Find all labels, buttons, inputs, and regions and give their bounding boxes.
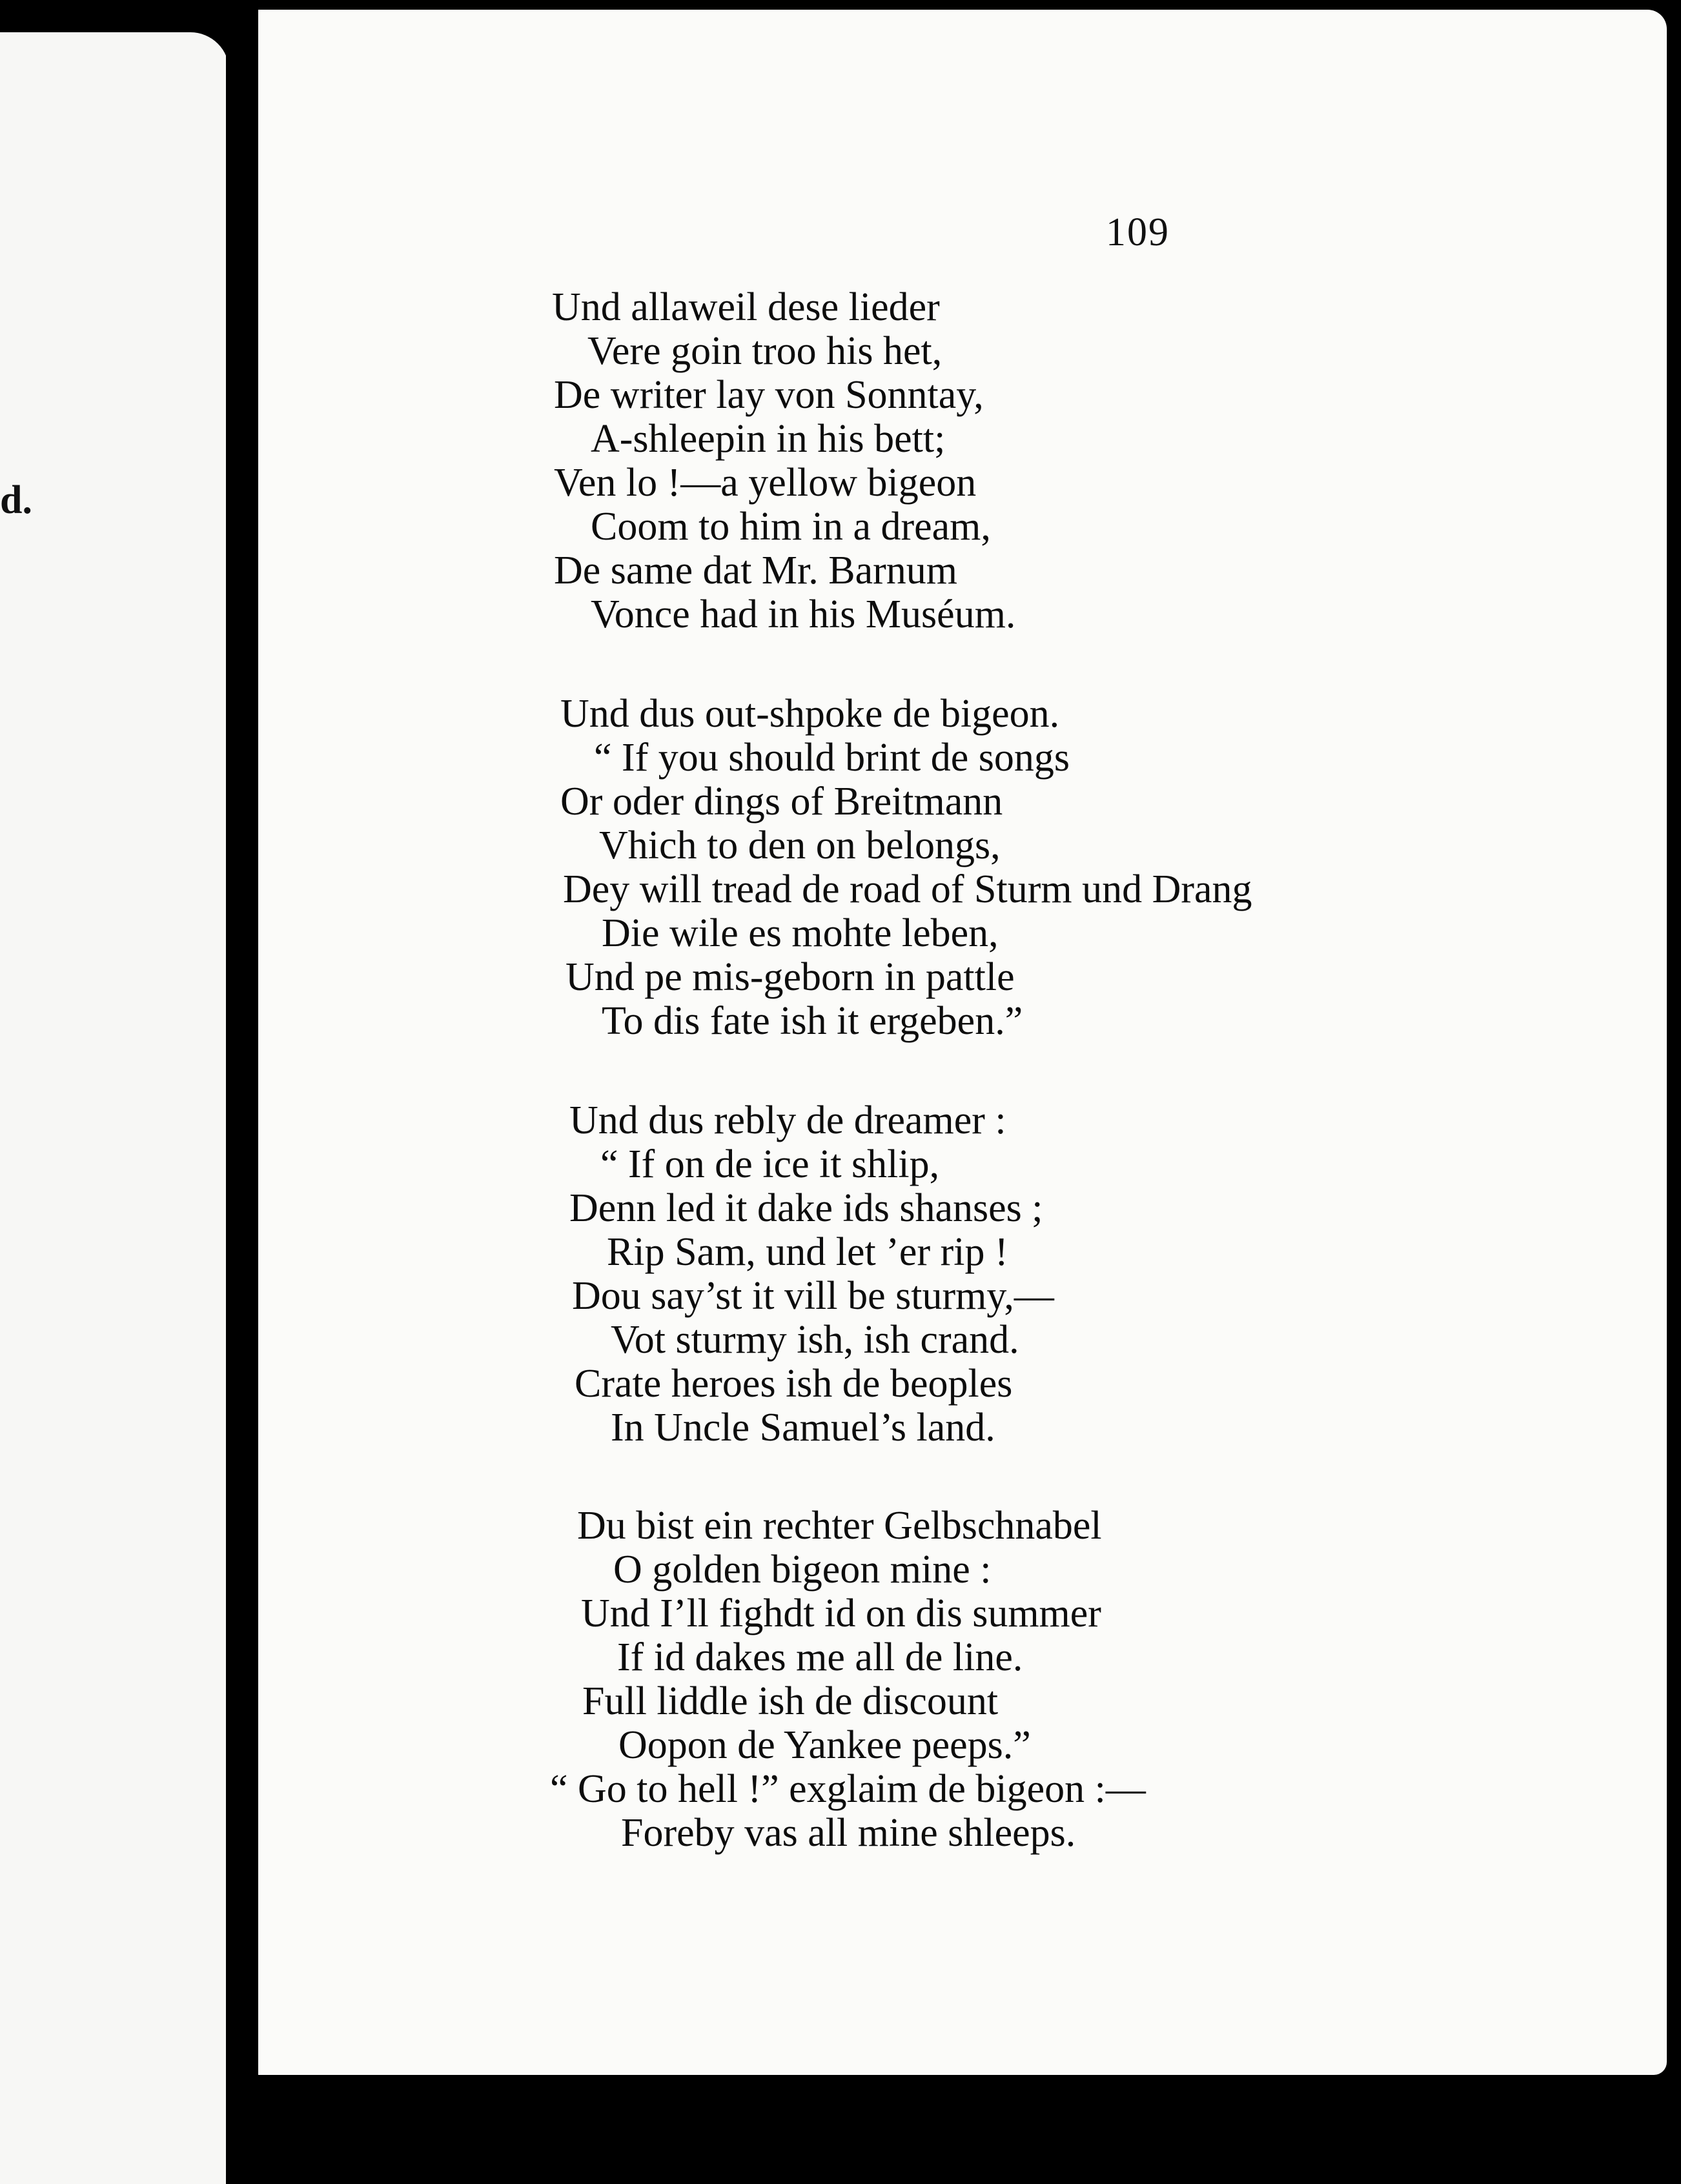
verse-line: Ven lo !—a yellow bigeon xyxy=(554,461,977,505)
verse-line: Dey will tread de road of Sturm und Drang xyxy=(563,867,1252,911)
verse-line: Full liddle ish de discount xyxy=(582,1679,999,1723)
verse-line: De writer lay von Sonntay, xyxy=(554,373,984,417)
verse-line: Foreby vas all mine shleeps. xyxy=(621,1811,1076,1855)
verse-line: “ Go to hell !” exglaim de bigeon :— xyxy=(550,1767,1146,1811)
left-page-text-fragment: d. xyxy=(0,478,32,522)
verse-line: Die wile es mohte leben, xyxy=(602,911,999,955)
verse-line: A-shleepin in his bett; xyxy=(591,417,946,461)
verse-line: Vonce had in his Muséum. xyxy=(591,592,1016,636)
verse-line: Rip Sam, und let ’er rip ! xyxy=(607,1230,1008,1274)
verse-line: Und I’ll fighdt id on dis summer xyxy=(581,1592,1101,1635)
verse-line: Or oder dings of Breitmann xyxy=(560,780,1003,824)
verse-line: Denn led it dake ids shanses ; xyxy=(569,1186,1043,1230)
verse-line: Oopon de Yankee peeps.” xyxy=(618,1723,1031,1767)
verse-line: De same dat Mr. Barnum xyxy=(554,549,958,592)
verse-line: Und dus rebly de dreamer : xyxy=(569,1098,1006,1142)
verse-line: Vere goin troo his het, xyxy=(587,329,942,373)
verse-line: Vhich to den on belongs, xyxy=(599,824,1001,867)
verse-line: To dis fate ish it ergeben.” xyxy=(602,999,1023,1043)
verse-line: Du bist ein rechter Gelbschnabel xyxy=(577,1504,1102,1548)
verse-line: Und dus out-shpoke de bigeon. xyxy=(560,692,1060,736)
verse-line: “ If you should brint de songs xyxy=(594,736,1070,780)
verse-line: If id dakes me all de line. xyxy=(617,1635,1023,1679)
left-page xyxy=(0,32,229,2184)
verse-line: Vot sturmy ish, ish crand. xyxy=(611,1318,1019,1362)
verse-line: O golden bigeon mine : xyxy=(613,1548,992,1592)
verse-line: In Uncle Samuel’s land. xyxy=(611,1406,995,1450)
verse-line: Dou say’st it vill be sturmy,— xyxy=(572,1274,1054,1318)
right-page xyxy=(258,10,1667,2075)
verse-line: Coom to him in a dream, xyxy=(591,505,991,549)
page-number: 109 xyxy=(1106,210,1170,254)
verse-line: Crate heroes ish de beoples xyxy=(575,1362,1013,1406)
verse-line: Und allaweil dese lieder xyxy=(552,285,940,329)
verse-line: Und pe mis-geborn in pattle xyxy=(565,955,1015,999)
verse-line: “ If on de ice it shlip, xyxy=(600,1142,940,1186)
